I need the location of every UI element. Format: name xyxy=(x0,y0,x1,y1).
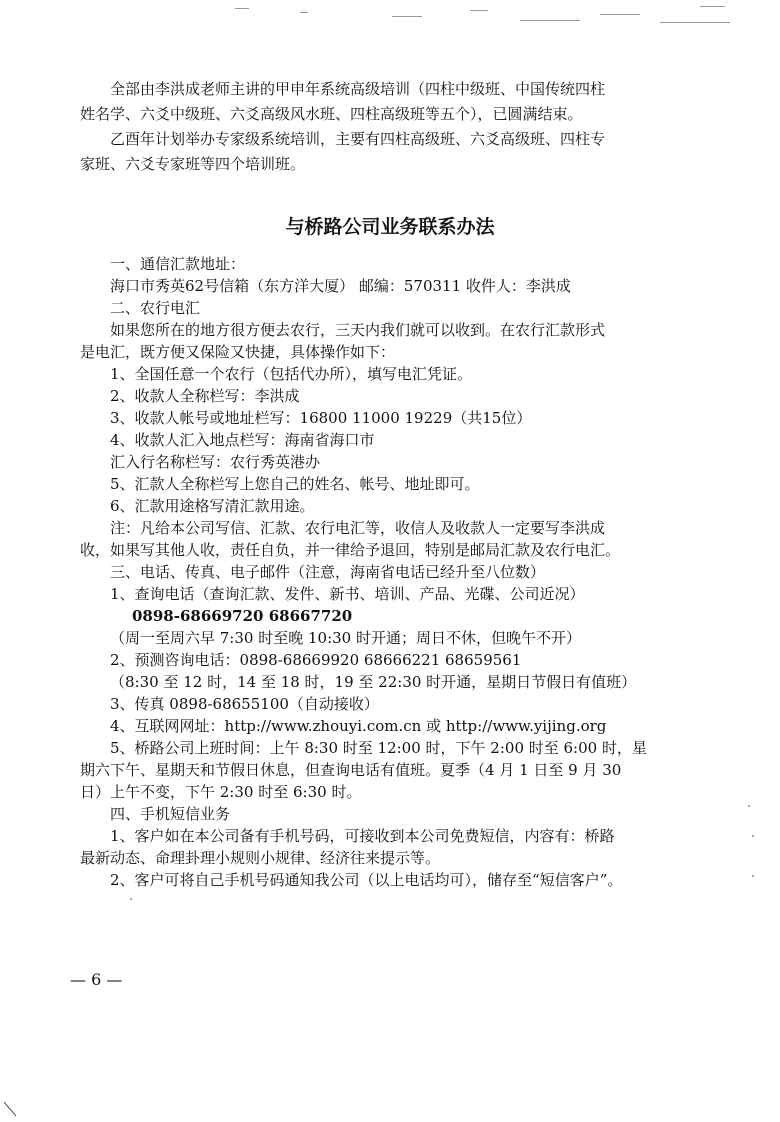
contact-item: 1、查询电话（查询汇款、发件、新书、培训、产品、光碟、公司近况） xyxy=(110,585,585,603)
scan-speck xyxy=(752,875,754,877)
contact-item: 2、预测咨询电话：0898-68669920 68666221 68659561 xyxy=(110,651,522,669)
scan-speck xyxy=(700,6,725,7)
step-item: 汇入行名称栏写：农行秀英港办 xyxy=(110,453,321,471)
step-item: 5、汇款人全称栏写上您自己的姓名、帐号、地址即可。 xyxy=(110,475,480,493)
page-number: — 6 — xyxy=(70,970,123,989)
contact-item: 4、互联网网址：http://www.zhouyi.com.cn 或 http://www.yijing.org xyxy=(110,717,607,735)
section-heading: 三、电话、传真、电子邮件（注意，海南省电话已经升至八位数） xyxy=(110,563,546,581)
step-item: 4、收款人汇入地点栏写：海南省海口市 xyxy=(110,431,375,449)
scan-speck xyxy=(748,805,750,807)
step-item: 3、收款人帐号或地址栏写：16800 11000 19229（共15位） xyxy=(110,409,532,427)
body-text: 如果您所在的地方很方便去农行，三天内我们就可以收到。在农行汇款形式 xyxy=(110,321,606,339)
note-text: 收，如果写其他人收，责任自负，并一律给予退回，特别是邮局汇款及农行电汇。 xyxy=(80,541,621,559)
step-item: 6、汇款用途格写清汇款用途。 xyxy=(110,497,315,515)
contact-item: 5、桥路公司上班时间：上午 8:30 时至 12:00 时，下午 2:00 时至 6:00 时，星 xyxy=(110,739,647,757)
address-line: 海口市秀英62号信箱（东方洋大厦） 邮编：570311 收件人：李洪成 xyxy=(110,277,571,295)
scan-speck xyxy=(752,835,754,837)
intro-line: 全部由李洪成老师主讲的甲申年系统高级培训（四柱中级班、中国传统四柱 xyxy=(110,80,606,98)
phone-numbers: 0898-68669720 68667720 xyxy=(132,607,353,625)
scan-speck xyxy=(660,22,730,23)
body-text: 日）上午不变，下午 2:30 时至 6:30 时。 xyxy=(80,783,362,801)
scan-speck xyxy=(600,14,640,15)
step-item: 2、收款人全称栏写：李洪成 xyxy=(110,387,300,405)
section-heading: 一、通信汇款地址： xyxy=(110,255,246,273)
body-text: 期六下午、星期天和节假日休息，但查询电话有值班。夏季（4 月 1 日至 9 月 30 xyxy=(80,761,622,779)
scan-mark xyxy=(2,1100,22,1120)
note-text: 注：凡给本公司写信、汇款、农行电汇等，收信人及收款人一定要写李洪成 xyxy=(110,519,606,537)
scan-speck xyxy=(520,20,580,21)
scan-speck xyxy=(470,10,488,11)
body-text: 最新动态、命理卦理小规则小规律、经济往来提示等。 xyxy=(80,849,441,867)
intro-line: 乙酉年计划举办专家级系统培训，主要有四柱高级班、六爻高级班、四柱专 xyxy=(110,130,606,148)
intro-line: 家班、六爻专家班等四个培训班。 xyxy=(80,155,306,173)
hours-text: （周一至周六早 7:30 时至晚 10:30 时开通；周日不休，但晚午不开） xyxy=(110,629,581,647)
step-item: 1、全国任意一个农行（包括代办所），填写电汇凭证。 xyxy=(110,365,473,383)
scan-speck xyxy=(130,898,132,900)
scan-speck xyxy=(392,16,422,17)
page-title: 与桥路公司业务联系办法 xyxy=(285,216,495,238)
body-text: 1、客户如在本公司备有手机号码，可接收到本公司免费短信，内容有：桥路 xyxy=(110,827,615,845)
hours-text: （8:30 至 12 时，14 至 18 时，19 至 22:30 时开通，星期日节假日有值班） xyxy=(110,673,637,691)
scan-speck xyxy=(300,12,308,13)
section-heading: 四、手机短信业务 xyxy=(110,805,231,823)
body-text: 是电汇，既方便又保险又快捷，具体操作如下： xyxy=(80,343,396,361)
section-heading: 二、农行电汇 xyxy=(110,299,201,317)
intro-line: 姓名学、六爻中级班、六爻高级风水班、四柱高级班等五个），已圆满结束。 xyxy=(80,105,583,123)
scan-speck xyxy=(235,8,249,9)
contact-item: 3、传真 0898-68655100（自动接收） xyxy=(110,695,379,713)
body-text: 2、客户可将自己手机号码通知我公司（以上电话均可），储存至“短信客户”。 xyxy=(110,871,623,889)
